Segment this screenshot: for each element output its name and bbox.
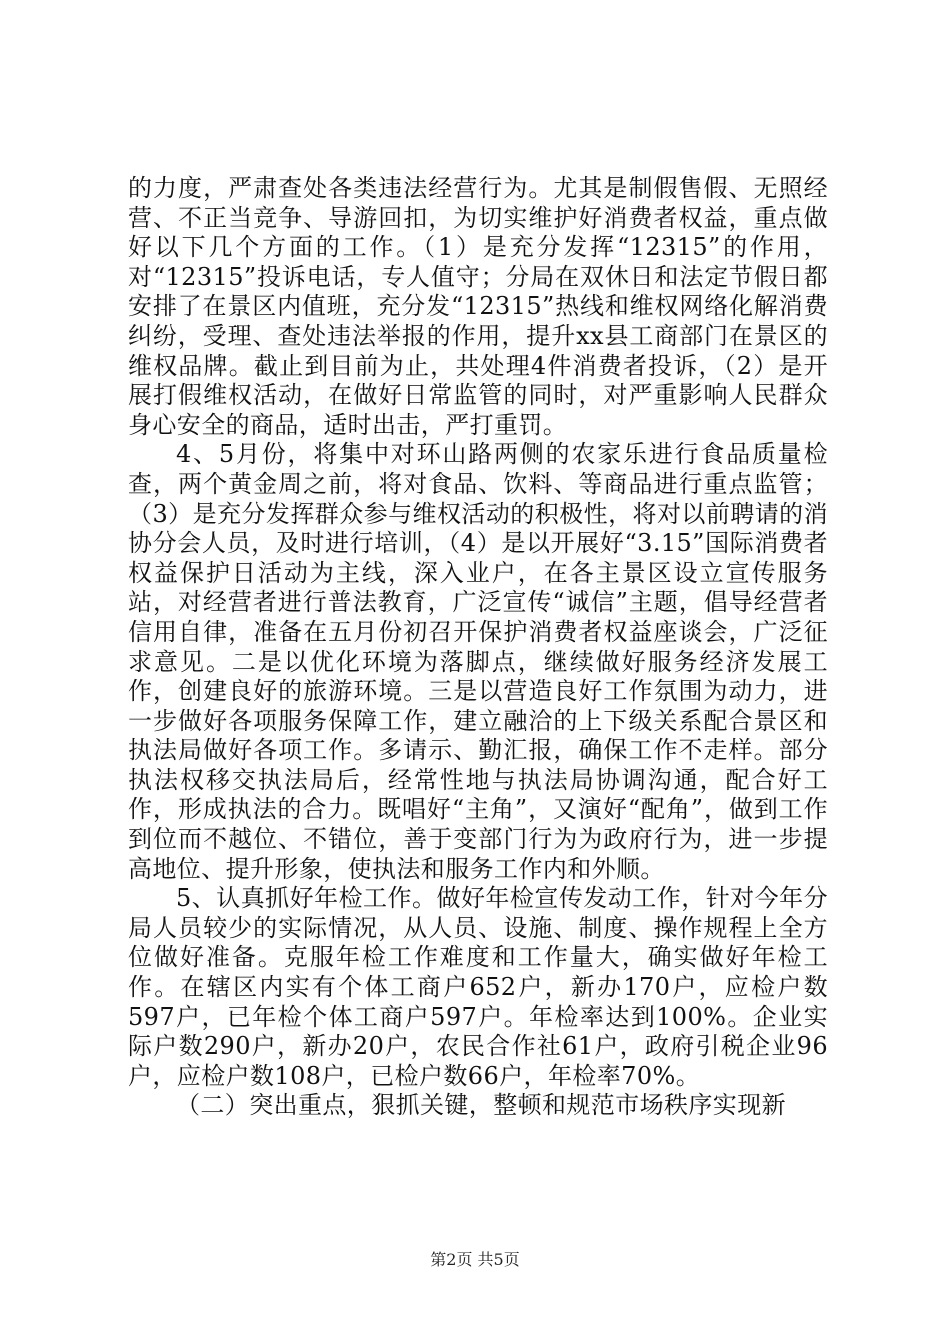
document-body [128, 174, 828, 1121]
paragraph-continued: 的力度，严肃查处各类违法经营行为。尤其是制假售假、无照经营、不正当竞争、导游回扣，为切实维护好消费者权益，重点做好以下几个方面的工作。（1）是充分发挥“12315”的作用，对“12315”投诉电话，专人值守；分局在双休日和法定节假日都安排了在景区内值班，充分发“12315”热线和维权网络化解消费纠纷，受理、查处违法举报的作用，提升xx县工商部门在景区的维权品牌。截止到目前为止，共处理4件消费者投诉，（2）是开展打假维权活动，在做好日常监管的同时，对严重影响人民群众身心安全的商品，适时出击，严打重罚。 [128, 174, 828, 439]
paragraph-section-2: （二）突出重点，狠抓关键，整顿和规范市场秩序实现新 [176, 1091, 786, 1120]
page-footer: 第2页 共5页 [430, 1250, 520, 1269]
paragraph-item-5: 5、认真抓好年检工作。做好年检宣传发动工作，针对今年分局人员较少的实际情况，从人员、设施、制度、操作规程上全方位做好准备。克服年检工作难度和工作量大，确实做好年检工作。在辖区内实有个体工商户652户，新办170户，应检户数597户，已年检个体工商户597户。年检率达到100%。企业实际户数290户，新办20户，农民合作社61户，政府引税企业96户，应检户数108户，已检户数66户，年检率70%。 [128, 884, 828, 1090]
paragraph-item-4: 4、5月份，将集中对环山路两侧的农家乐进行食品质量检查，两个黄金周之前，将对食品、饮料、等商品进行重点监管；（3）是充分发挥群众参与维权活动的积极性，将对以前聘请的消协分会人员，及时进行培训，（4）是以开展好“3.15”国际消费者权益保护日活动为主线，深入业户，在各主景区设立宣传服务站，对经营者进行普法教育，广泛宣传“诚信”主题，倡导经营者信用自律，准备在五月份初召开保护消费者权益座谈会，广泛征求意见。二是以优化环境为落脚点，继续做好服务经济发展工作，创建良好的旅游环境。三是以营造良好工作氛围为动力，进一步做好各项服务保障工作，建立融洽的上下级关系配合景区和执法局做好各项工作。多请示、勤汇报，确保工作不走样。部分执法权移交执法局后，经常性地与执法局协调沟通，配合好工作，形成执法的合力。既唱好“主角”，又演好“配角”，做到工作到位而不越位、不错位，善于变部门行为为政府行为，进一步提高地位、提升形象，使执法和服务工作内和外顺。 [128, 440, 828, 883]
